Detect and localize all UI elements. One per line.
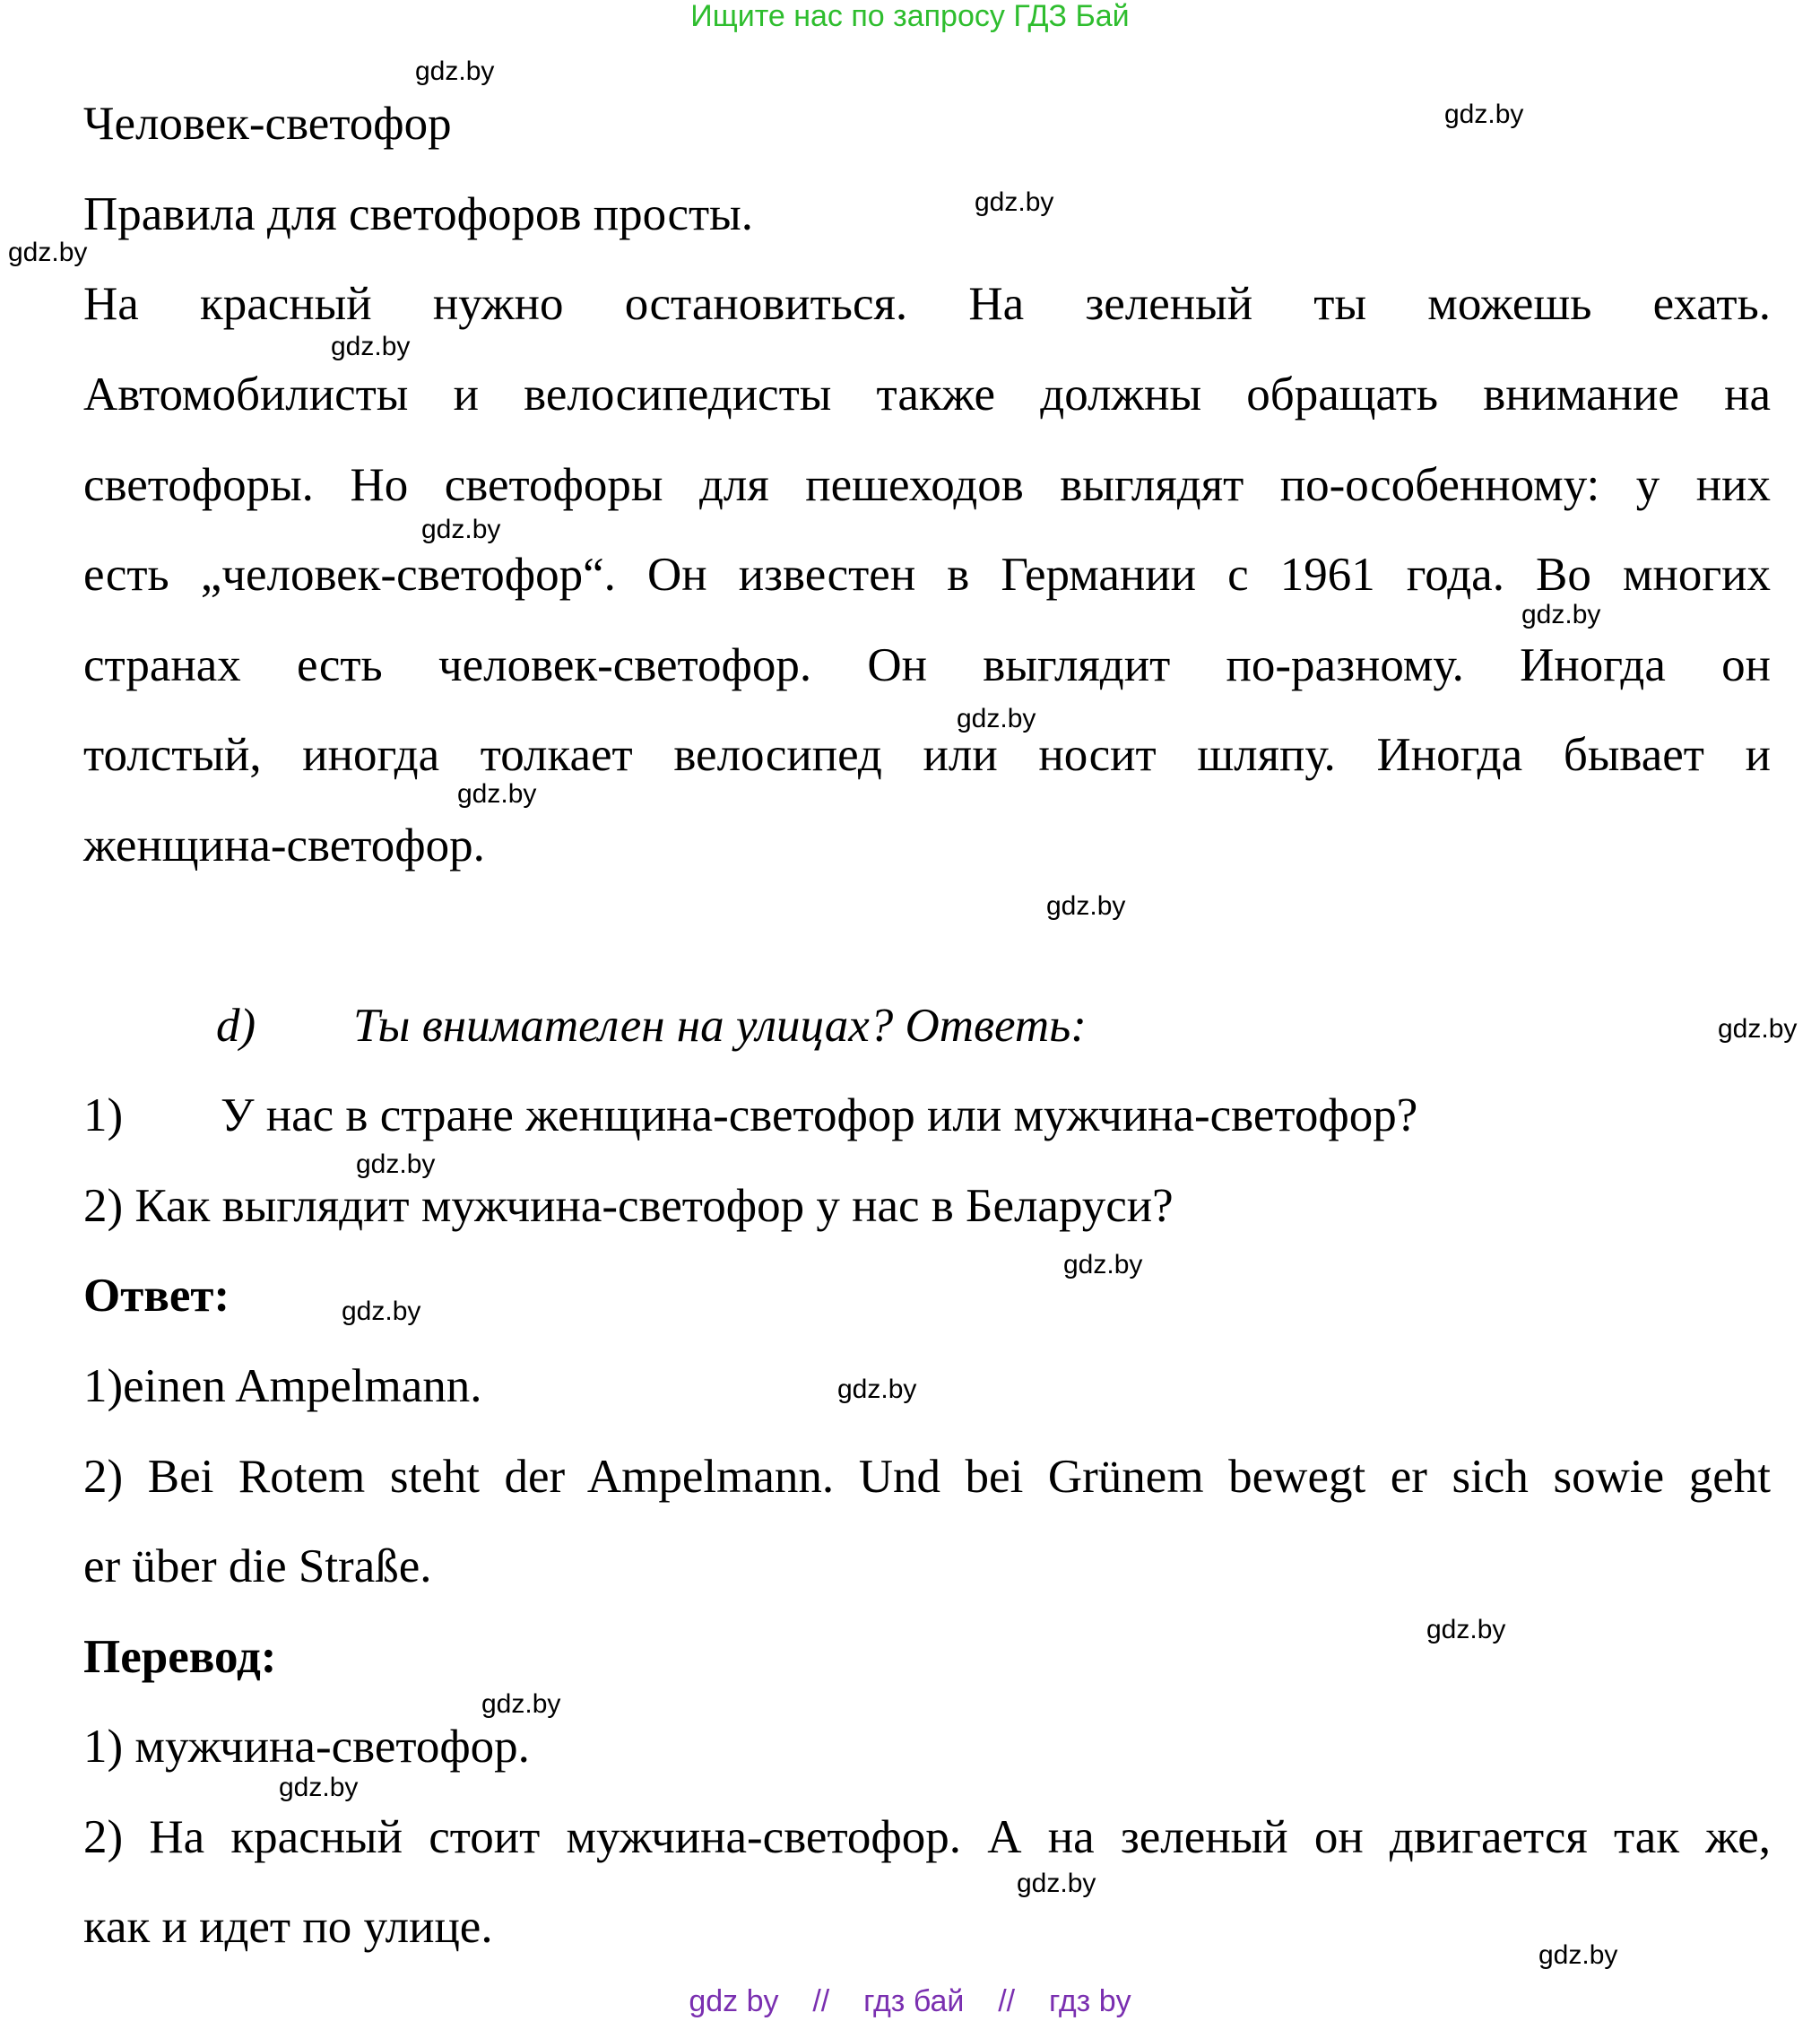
task-marker: d) xyxy=(216,1000,256,1052)
watermark: gdz.by xyxy=(457,779,537,809)
article-title: Человек-светофор xyxy=(83,98,452,150)
question-1-marker: 1) xyxy=(83,1089,124,1141)
watermark: gdz.by xyxy=(1426,1615,1506,1644)
watermark: gdz.by xyxy=(1063,1250,1143,1279)
task-prompt: Ты внимателен на улицах? Ответь: xyxy=(353,1000,1087,1052)
answer-line: er über die Straße. xyxy=(83,1540,432,1592)
watermark: gdz.by xyxy=(957,704,1036,733)
paragraph-line: есть „человек-светофор“. Он известен в Германии с 1961 года. Во многих xyxy=(83,549,1771,601)
watermark: gdz.by xyxy=(8,238,88,267)
translation-heading: Перевод: xyxy=(83,1631,277,1683)
watermark: gdz.by xyxy=(279,1773,359,1802)
watermark: gdz.by xyxy=(356,1149,436,1179)
paragraph-line: толстый, иногда толкает велосипед или носит шляпу. Иногда бывает и xyxy=(83,729,1771,781)
translation-line: как и идет по улице. xyxy=(83,1901,493,1953)
footer-separator: // xyxy=(998,1984,1016,2018)
watermark: gdz.by xyxy=(1046,891,1126,921)
footer-separator: // xyxy=(812,1984,830,2018)
translation-line: 2) На красный стоит мужчина-светофор. А на зеленый он двигается так же, xyxy=(83,1811,1771,1863)
watermark: gdz.by xyxy=(1718,1014,1798,1044)
watermark: gdz.by xyxy=(1521,600,1601,629)
translation-line: 1) мужчина-светофор. xyxy=(83,1721,530,1773)
watermark: gdz.by xyxy=(1017,1869,1096,1898)
watermark: gdz.by xyxy=(837,1375,917,1404)
watermark: gdz.by xyxy=(415,56,495,86)
footer-link[interactable]: гдз бай xyxy=(863,1984,965,2018)
paragraph-line: Правила для светофоров просты. xyxy=(83,188,754,240)
watermark: gdz.by xyxy=(342,1297,421,1326)
footer-links xyxy=(0,1985,1820,2017)
top-search-banner: Ищите нас по запросу ГДЗ Бай xyxy=(690,0,1130,33)
footer-link[interactable]: gdz by xyxy=(689,1984,779,2018)
footer-link[interactable]: гдз by xyxy=(1048,1984,1131,2018)
watermark: gdz.by xyxy=(1444,100,1524,129)
watermark: gdz.by xyxy=(975,187,1054,217)
answer-line: 1)einen Ampelmann. xyxy=(83,1360,482,1412)
paragraph-line: На красный нужно остановиться. На зеленый ты можешь ехать. xyxy=(83,278,1771,330)
question-1: У нас в стране женщина-светофор или мужчина-светофор? xyxy=(221,1089,1418,1141)
watermark: gdz.by xyxy=(331,332,411,361)
paragraph-line: светофоры. Но светофоры для пешеходов выглядят по-особенному: у них xyxy=(83,459,1771,511)
paragraph-line: странах есть человек-светофор. Он выглядит по-разному. Иногда он xyxy=(83,639,1771,691)
answer-line: 2) Bei Rotem steht der Ampelmann. Und bei Grünem bewegt er sich sowie geht xyxy=(83,1451,1771,1503)
answer-heading: Ответ: xyxy=(83,1270,230,1322)
question-2: 2) Как выглядит мужчина-светофор у нас в Беларуси? xyxy=(83,1180,1174,1232)
paragraph-line: Автомобилисты и велосипедисты также должны обращать внимание на xyxy=(83,369,1771,421)
watermark: gdz.by xyxy=(1538,1940,1618,1970)
paragraph-line: женщина-светофор. xyxy=(83,820,485,872)
watermark: gdz.by xyxy=(481,1689,561,1719)
watermark: gdz.by xyxy=(421,515,501,544)
